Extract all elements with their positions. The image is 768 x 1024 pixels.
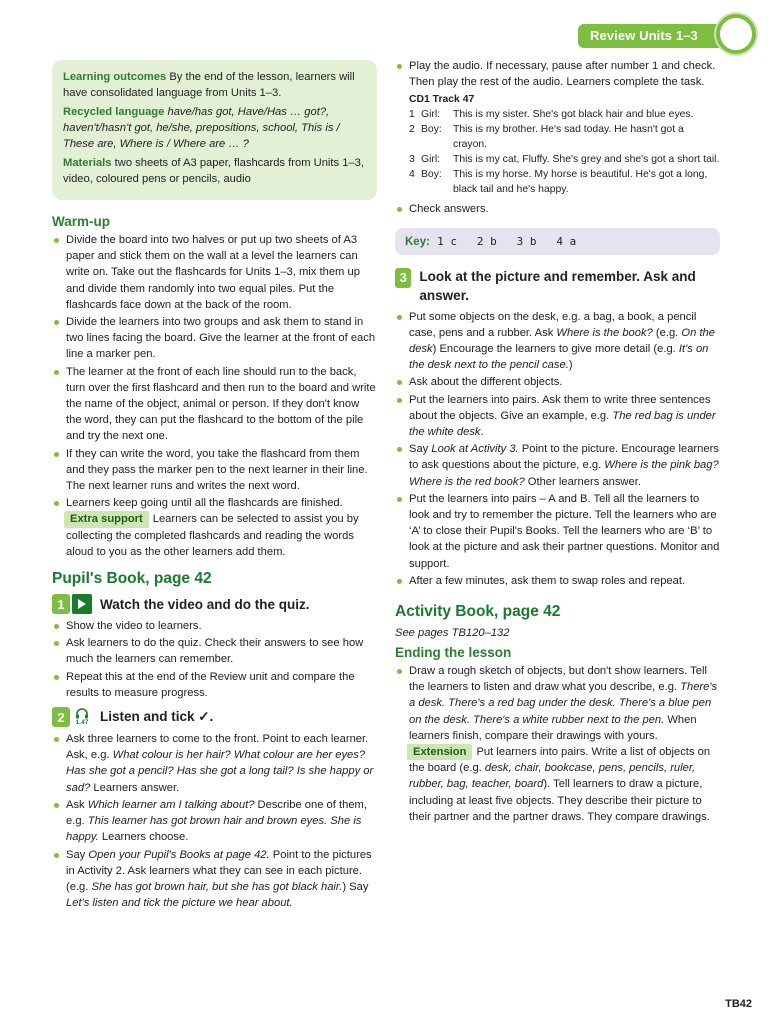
text: Describe one of them, e.g. (66, 798, 367, 828)
text: Other learners answer. (524, 475, 641, 488)
list-item: Divide the board into two halves or put up two sheets of A3 paper and stick them on the wall at a level the learners can write on. Take out the flashcards for Units 1–3, mix them up and divide them randomly into two equal piles. Put the flashcards face down at the back of the room. (52, 232, 377, 313)
unit-tab-circle-icon (716, 14, 756, 54)
text-italic: There's a desk. There's a red bag under the desk. There's a blue pen on the desk. There's a white rubber next to the pen. (409, 681, 718, 726)
text-italic: Where is the book? (556, 326, 653, 339)
learning-outcomes-text: By the end of the lesson, learners will have consolidated language from Units 1–3. (63, 71, 355, 99)
text: Put some objects on the desk, e.g. a bag, a book, a pencil case, pens and a rubber. Ask (409, 310, 697, 339)
text: Say (66, 848, 89, 861)
answer-key (395, 228, 720, 255)
list-item: Divide the learners into two groups and ask them to stand in two lines facing the board. Give the learner at the front of each line a marker pen. (52, 314, 377, 363)
text: ) (568, 359, 573, 372)
speaker: Boy: (421, 124, 442, 136)
activity-1-list (52, 618, 377, 701)
line-number: 1 (409, 109, 415, 121)
warmup-heading: Warm-up (52, 214, 110, 229)
transcript (409, 107, 720, 197)
speaker: Girl: (421, 109, 441, 121)
activity-2-list (52, 731, 377, 911)
activity-2-title: Listen and tick ✓. (100, 709, 214, 725)
text-italic: Where is the pink bag? Where is the red book? (409, 459, 719, 488)
text: . (480, 426, 484, 439)
activity-2-cont-list (395, 58, 720, 90)
track-title: CD1 Track 47 (409, 94, 475, 106)
line-number: 4 (409, 169, 415, 181)
key-label: Key: (405, 235, 430, 248)
extra-support-text: Learners can be selected to assist you by collecting the completed flashcards and reading the words aloud to you as the other learners add them. (66, 513, 359, 558)
text: Say (409, 443, 432, 456)
text: ). Tell learners to draw a picture, including at least five objects. They describe their picture to their partner and the partner draws. They compare drawings. (409, 778, 710, 823)
line-number: 2 (409, 124, 415, 136)
materials-label: Materials (63, 157, 112, 169)
learning-outcomes (63, 69, 367, 101)
text: ) Encourage the learners to give more detail (e.g. (432, 343, 679, 356)
text-italic: Open your Pupil's Books at page 42. (88, 848, 270, 861)
text-italic: Look at Activity 3. (431, 443, 519, 456)
list-item: Ask about the different objects. (395, 374, 720, 390)
speaker: Boy: (421, 169, 442, 181)
list-item: If they can write the word, you take the flashcard from them and they pass the marker pen to the next learner in their line. The next learner runs and writes the next word. (52, 446, 377, 495)
activity-3-list (395, 309, 720, 589)
activity-3-heading (395, 267, 720, 305)
list-item (395, 392, 720, 441)
learning-outcomes-label: Learning outcomes (63, 71, 167, 83)
text-italic: It's on the desk next to the pencil case. (409, 343, 709, 372)
transcript-row (409, 107, 720, 122)
transcript-row (409, 167, 720, 197)
ending-heading: Ending the lesson (395, 645, 512, 661)
list-item (52, 847, 377, 912)
list-item (52, 495, 377, 560)
recycled-language-text: have/has got, Have/Has … got?, haven't/hasn't got, he/she, prepositions, school, This is / These are, Where is / Where are … ? (63, 106, 340, 150)
line-text: This is my sister. She's got black hair and blue eyes. (453, 109, 694, 121)
line-text: This is my cat, Fluffy. She's grey and she's got a short tail. (453, 154, 720, 166)
text-italic: Which learner am I talking about? (87, 798, 255, 811)
see-pages: See pages TB120–132 (395, 627, 510, 640)
text-italic: The red bag is under the white desk (409, 409, 716, 439)
track-badge: 1.47 (75, 719, 89, 727)
text: Draw a rough sketch of objects, but don't show learners. Tell the learners to listen and draw what you describe, e.g. (409, 665, 707, 694)
right-column (395, 58, 720, 826)
activity-book-heading: Activity Book, page 42 (395, 603, 561, 621)
list-item-text: Learners keep going until all the flashcards are finished. (66, 497, 343, 510)
text: Learners choose. (98, 831, 189, 844)
outcomes-box (52, 60, 377, 200)
list-item: The learner at the front of each line should run to the back, turn over the first flashcard and then run to the board and write the name of the object, animal or person. If they don't know the word, they can put the flashcard to the bottom of the pile and try the next one. (52, 364, 377, 445)
unit-tab (578, 22, 768, 50)
transcript-row (409, 152, 720, 167)
line-text: This is my brother. He's sad today. He hasn't got a crayon. (453, 124, 684, 151)
activity-2-check-list (395, 201, 720, 217)
list-item: Put the learners into pairs – A and B. Tell all the learners to look and try to remember the picture. Tell the learners who are ‘A’ to close their Pupil's Books. Tell the learners who are ‘B’ to look at the picture and ask their partner questions. Monitor and support. (395, 491, 720, 572)
activity-1-number: 1 (52, 594, 70, 614)
text: When learners finish, compare their drawings with yours. (409, 713, 697, 742)
headphones-icon (72, 707, 92, 727)
activity-3-number: 3 (395, 268, 411, 288)
unit-tab-label: Review Units 1–3 (590, 28, 698, 43)
text-italic: On the desk (409, 326, 715, 356)
list-item: Repeat this at the end of the Review unit and compare the results to measure progress. (52, 669, 377, 701)
recycled-language (63, 104, 367, 152)
ending-list (395, 663, 720, 825)
list-item: After a few minutes, ask them to swap roles and repeat. (395, 573, 720, 589)
pupils-book-heading: Pupil's Book, page 42 (52, 570, 212, 588)
text: Ask three learners to come to the front. Point to each learner. Ask, e.g. (66, 733, 369, 762)
text: Point to the pictures in Activity 2. Ask learners what they can see in each picture. (e.g. (66, 848, 372, 893)
list-item (395, 441, 720, 490)
activity-3-title: Look at the picture and remember. Ask and answer. (419, 268, 696, 303)
warmup-list (52, 232, 377, 560)
page-number: TB42 (725, 998, 752, 1010)
materials-text: two sheets of A3 paper, flashcards from Units 1–3, video, coloured pens or pencils, audio (63, 157, 364, 185)
text-italic: She has got brown hair, but she has got black hair. (91, 880, 343, 893)
list-item (52, 797, 377, 846)
text-italic: Let's listen and tick the picture we hear about. (66, 897, 293, 910)
list-item: Play the audio. If necessary, pause after number 1 and check. Then play the rest of the audio. Learners complete the task. (395, 58, 720, 90)
list-item: Ask learners to do the quiz. Check their answers to see how much the learners can remember. (52, 635, 377, 667)
extra-support-tag: Extra support (64, 511, 149, 527)
text: Ask (66, 798, 88, 811)
text: (e.g. (652, 326, 682, 339)
activity-1-title: Watch the video and do the quiz. (100, 596, 310, 612)
text: Learners answer. (90, 781, 180, 794)
text: Point to the picture. Encourage learners to ask questions about the picture, e.g. (409, 443, 719, 472)
list-item: Show the video to learners. (52, 618, 377, 634)
recycled-language-label: Recycled language (63, 106, 165, 118)
materials (63, 155, 367, 187)
text-italic: What colour is her hair? What colour are her eyes? Has she got a pencil? Has she got a long tail? Is she happy or sad? (66, 749, 374, 794)
text: ) Say (342, 880, 369, 893)
speaker: Girl: (421, 154, 441, 166)
list-item (52, 731, 377, 796)
video-play-icon (72, 594, 92, 614)
activity-2-heading (52, 707, 377, 727)
left-column (52, 60, 377, 912)
line-text: This is my horse. My horse is beautiful. He's got a long, black tail and he's happy. (453, 169, 708, 196)
list-item (395, 309, 720, 374)
extension-tag: Extension (407, 744, 472, 760)
text-italic: This learner has got brown hair and brown eyes. She is happy. (66, 815, 362, 844)
text-italic: desk, chair, bookcase, pens, pencils, ruler, rubber, bag, teacher, board (409, 762, 696, 791)
activity-2-number: 2 (52, 707, 70, 727)
list-item (395, 663, 720, 825)
transcript-row (409, 122, 720, 152)
text: Put the learners into pairs. Ask them to write three sentences about the objects. Give an example, e.g. (409, 393, 711, 422)
line-number: 3 (409, 154, 415, 166)
text: Put learners into pairs. Write a list of objects on the board (e.g. (409, 746, 711, 775)
list-item: Check answers. (395, 201, 720, 217)
key-value: 1 c 2 b 3 b 4 a (437, 234, 577, 248)
activity-1-heading (52, 594, 377, 614)
